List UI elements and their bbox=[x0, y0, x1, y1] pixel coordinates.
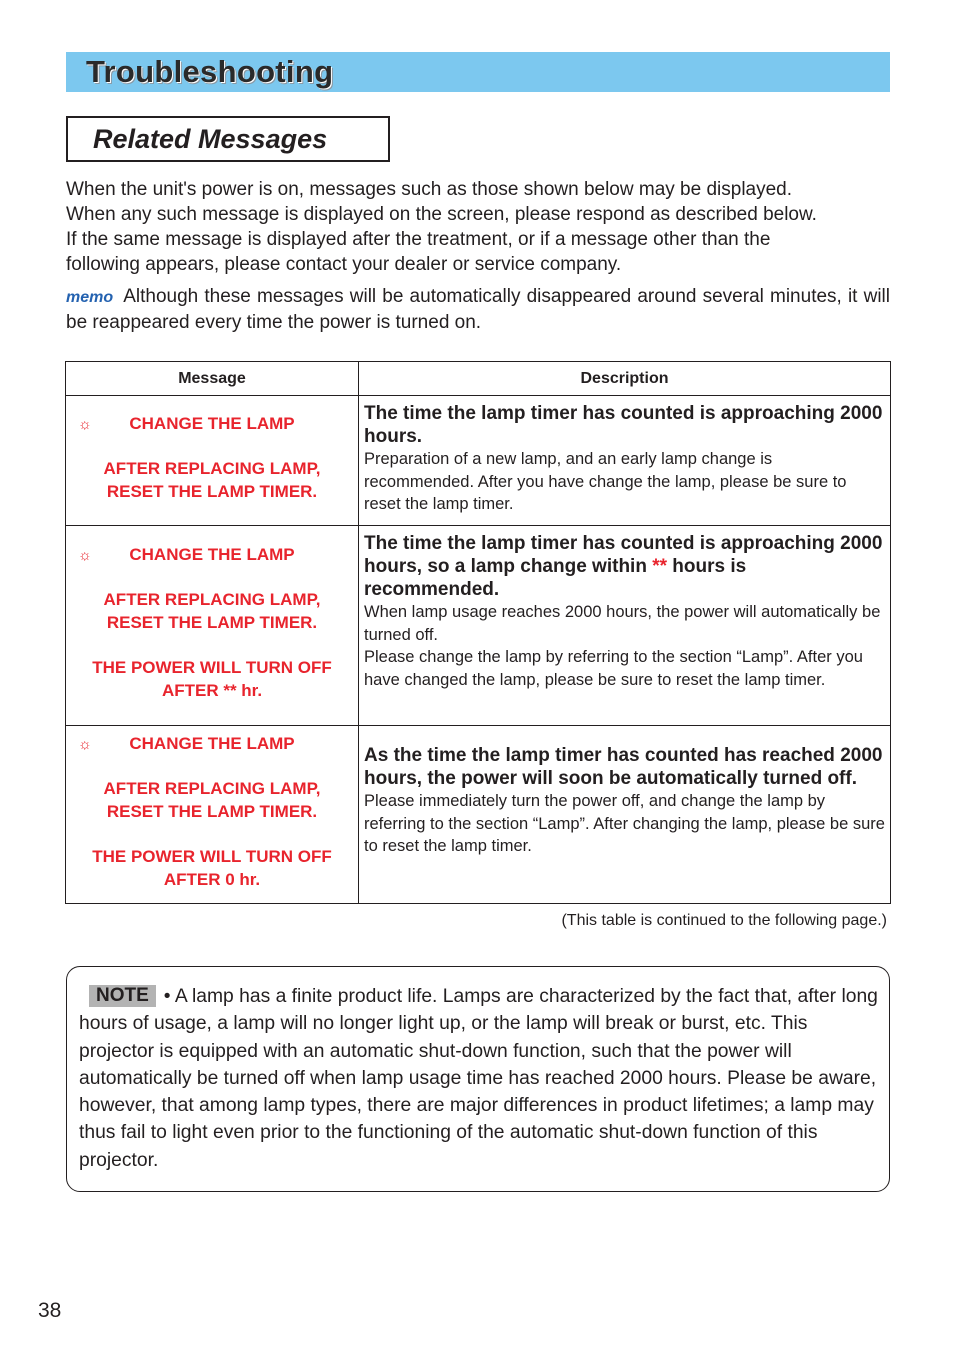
description-text: Please immediately turn the power off, and change the lamp by referring to the section “Lamp”. After changing the lamp, please be sure to reset the lamp timer. bbox=[364, 792, 885, 855]
description-heading bbox=[364, 532, 886, 601]
lamp-warning-icon: ☼ bbox=[78, 416, 92, 433]
description-cell bbox=[359, 396, 891, 526]
description-cell bbox=[359, 726, 891, 904]
section-title: Related Messages bbox=[93, 124, 328, 154]
message-line: AFTER REPLACING LAMP, bbox=[103, 779, 321, 798]
description-heading-part: hours is recommended. bbox=[364, 556, 747, 600]
table-header-row bbox=[66, 362, 891, 396]
intro-line: When any such message is displayed on the screen, please respond as described below. bbox=[66, 204, 817, 225]
lamp-warning-icon: ☼ bbox=[78, 736, 92, 753]
message-line: CHANGE THE LAMP bbox=[129, 545, 295, 564]
table-row bbox=[66, 526, 891, 726]
memo-label: memo bbox=[66, 289, 114, 306]
lamp-warning-icon: ☼ bbox=[78, 547, 92, 564]
message-line: AFTER REPLACING LAMP, bbox=[103, 590, 321, 609]
table-row bbox=[66, 726, 891, 904]
message-line: AFTER REPLACING LAMP, bbox=[103, 459, 321, 478]
message-line: CHANGE THE LAMP bbox=[129, 734, 295, 753]
message-line: AFTER ** hr. bbox=[161, 681, 263, 700]
memo-paragraph bbox=[66, 284, 890, 335]
intro-line: following appears, please contact your dealer or service company. bbox=[66, 254, 622, 275]
section-heading-box bbox=[66, 116, 390, 162]
message-cell bbox=[66, 526, 359, 726]
description-cell bbox=[359, 526, 891, 726]
message-cell bbox=[66, 726, 359, 904]
table-continued-note: (This table is continued to the following page.) bbox=[561, 912, 887, 929]
message-cell bbox=[66, 396, 359, 526]
intro-paragraph bbox=[66, 177, 896, 277]
description-heading-part: The time the lamp timer has counted is approaching 2000 hours, so a lamp change within bbox=[364, 533, 883, 577]
message-line: RESET THE LAMP TIMER. bbox=[106, 802, 318, 821]
description-heading: The time the lamp timer has counted is approaching 2000 hours. bbox=[364, 403, 883, 447]
description-heading: As the time the lamp timer has counted has reached 2000 hours, the power will soon be automatically turned off. bbox=[364, 745, 883, 789]
hours-placeholder: ** bbox=[652, 556, 668, 577]
page-number: 38 bbox=[38, 1299, 62, 1322]
table-row bbox=[66, 396, 891, 526]
column-header-description: Description bbox=[359, 362, 891, 396]
note-box bbox=[66, 966, 890, 1192]
message-line: CHANGE THE LAMP bbox=[129, 414, 295, 433]
messages-table bbox=[65, 361, 891, 904]
intro-line: When the unit's power is on, messages such as those shown below may be displayed. bbox=[66, 179, 793, 200]
description-text: Preparation of a new lamp, and an early lamp change is recommended. After you have change the lamp, please be sure to reset the lamp timer. bbox=[364, 450, 847, 513]
message-line: AFTER 0 hr. bbox=[163, 870, 261, 889]
description-text: Please change the lamp by referring to the section “Lamp”. After you have changed the lamp, please be sure to reset the lamp timer. bbox=[364, 648, 863, 689]
description-text: When lamp usage reaches 2000 hours, the power will automatically be turned off. bbox=[364, 603, 881, 644]
page-title: Troubleshooting bbox=[86, 54, 334, 89]
note-text: • A lamp has a finite product life. Lamps are characterized by the fact that, after long hours of usage, a lamp will no longer light up, or the lamp will break or burst, etc. This projector is equipped with an automatic shut-down function, such that the power will automatically be turned off when lamp usage time has reached 2000 hours. Please be aware, however, that among lamp types, there are major differences in product lifetimes; a lamp may thus fail to light even prior to the functioning of the automatic shut-down function of this projector. bbox=[79, 986, 878, 1171]
memo-text: Although these messages will be automatically disappeared around several minutes, it will be reappeared every time the power is turned on. bbox=[66, 286, 890, 333]
message-line: THE POWER WILL TURN OFF bbox=[92, 847, 332, 866]
header-bar bbox=[66, 52, 890, 92]
column-header-message: Message bbox=[66, 362, 359, 396]
note-paragraph bbox=[79, 983, 879, 1174]
note-label: NOTE bbox=[89, 985, 156, 1007]
message-line: RESET THE LAMP TIMER. bbox=[106, 613, 318, 632]
intro-line: If the same message is displayed after the treatment, or if a message other than the bbox=[66, 229, 771, 250]
message-line: THE POWER WILL TURN OFF bbox=[92, 658, 332, 677]
message-line: RESET THE LAMP TIMER. bbox=[106, 482, 318, 501]
